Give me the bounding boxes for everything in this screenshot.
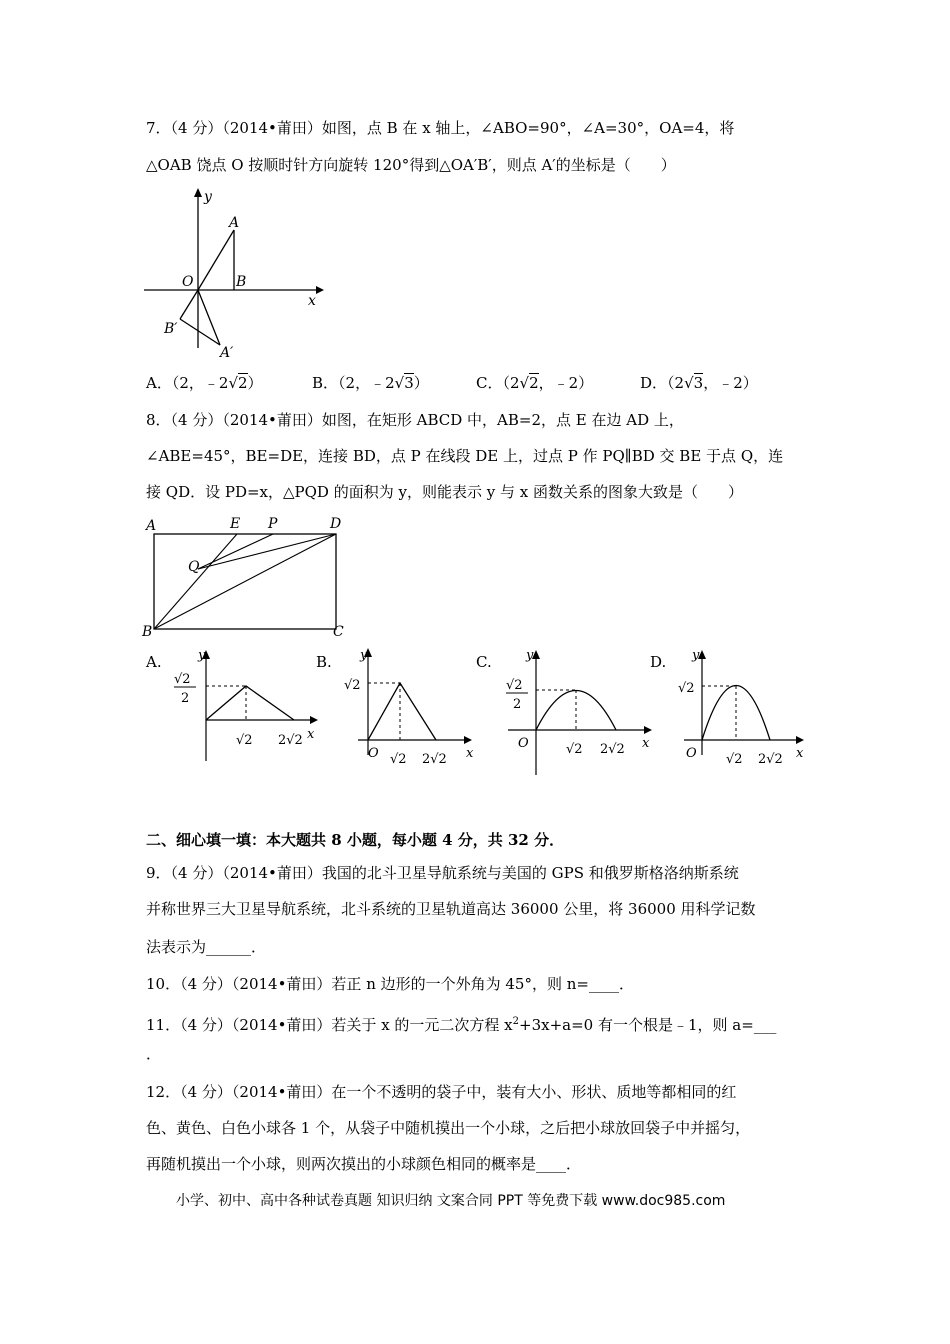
svg-text:√2: √2 [344,678,361,693]
svg-text:2: 2 [513,697,522,712]
q8-label-Q: Q [188,559,200,575]
svg-text:O: O [686,746,697,761]
q8-option-a-letter: A. [146,653,162,671]
svg-text:√2: √2 [566,742,583,757]
option-letter: A． [146,374,172,392]
q8-line1: 8．（4 分）（2014•莆田）如图，在矩形 ABCD 中，AB=2，点 E 在边 AD 上， [146,411,684,429]
section-heading: 二、细心填一填：本大题共 8 小题，每小题 4 分，共 32 分． [146,831,565,849]
q9-line3: 法表示为______． [146,938,267,956]
svg-text:2√2: 2√2 [600,742,625,757]
q7-option-a: A．（2，﹣2√2） [146,374,263,392]
svg-text:x: x [642,736,650,751]
svg-text:y: y [198,648,206,663]
q8-rectangle-figure [140,512,360,642]
q8-line2: ∠ABE=45°，BE=DE，连接 BD，点 P 在线段 DE 上，过点 P 作 PQ∥BD 交 BE 于点 Q，连 [146,447,784,465]
q8-label-B: B [142,624,153,640]
svg-text:y: y [692,648,700,663]
q10-line1: 10．（4 分）（2014•莆田）若正 n 边形的一个外角为 45°，则 n=____． [146,975,634,993]
q8-label-P: P [268,516,278,532]
q8-label-C: C [333,624,344,640]
svg-text:O: O [368,746,379,761]
sqrt-icon: √ [394,374,405,392]
svg-text:x: x [307,727,315,742]
option-letter: C． [476,374,503,392]
q8-graph-b [340,645,500,770]
q8-label-E: E [230,516,241,532]
svg-text:y: y [526,648,534,663]
svg-text:√2: √2 [174,672,191,687]
option-letter: B． [312,374,339,392]
q12-line3: 再随机摸出一个小球，则两次摸出的小球颜色相同的概率是____． [146,1155,582,1173]
q7-label-Ap: A′ [220,345,234,361]
sqrt-icon: √ [519,374,530,392]
q8-option-d-letter: D. [650,653,667,671]
q8-graph-c [500,645,670,780]
q7-label-Bp: B′ [164,321,178,337]
q7-label-A: A [229,215,240,231]
svg-text:√2: √2 [390,752,407,767]
q11-line1: 11．（4 分）（2014•莆田）若关于 x 的一元二次方程 $x^2+3x+a=0$ 有一个根是﹣1，则 a=___ [146,1016,777,1034]
svg-text:√2: √2 [506,678,523,693]
svg-text:x: x [796,746,804,761]
svg-text:y: y [360,648,368,663]
sqrt-icon: √ [228,374,238,392]
q8-label-A: A [146,518,157,534]
q7-figure [140,185,340,375]
svg-text:x: x [466,746,474,761]
q7-label-O: O [182,274,194,290]
option-letter: D． [640,374,668,392]
q7-label-x: x [308,293,316,309]
q8-option-c-letter: C. [476,653,492,671]
svg-text:2: 2 [181,691,190,706]
q8-graph-a [170,645,330,765]
sqrt-icon: √ [684,374,694,392]
svg-text:√2: √2 [678,681,695,696]
q7-label-y: y [204,189,212,205]
q9-line1: 9．（4 分）（2014•莆田）我国的北斗卫星导航系统与美国的 GPS 和俄罗斯格洛纳斯系统 [146,864,739,882]
svg-text:√2: √2 [726,752,743,767]
q12-line1: 12．（4 分）（2014•莆田）在一个不透明的袋子中，装有大小、形状、质地等都相同的红 [146,1083,737,1101]
svg-text:2√2: 2√2 [422,752,447,767]
q7-line2: △OAB 饶点 O 按顺时针方向旋转 120°得到△OA′B′，则点 A′的坐标是（ ） [146,156,676,174]
q7-option-c: C．（2√2，﹣2） [476,374,594,392]
svg-text:2√2: 2√2 [278,733,303,748]
q12-line2: 色、黄色、白色小球各 1 个，从袋子中随机摸出一个小球，之后把小球放回袋子中并摇匀， [146,1119,751,1137]
page-footer: 小学、初中、高中各种试卷真题 知识归纳 文案合同 PPT 等免费下载 www.doc985.com [176,1193,726,1209]
q7-option-d: D．（2√3，﹣2） [640,374,758,392]
svg-text:√2: √2 [236,733,253,748]
q11-line2: ． [146,1045,162,1063]
svg-text:2√2: 2√2 [758,752,783,767]
q8-graph-d [672,645,832,770]
q7-label-B: B [236,274,247,290]
svg-text:O: O [518,736,529,751]
q8-option-b-letter: B. [316,653,332,671]
q9-line2: 并称世界三大卫星导航系统，北斗系统的卫星轨道高达 36000 公里，将 36000 用科学记数 [146,900,756,918]
q8-label-D: D [330,516,342,532]
q8-line3: 接 QD．设 PD=x，△PQD 的面积为 y，则能表示 y 与 x 函数关系的图象大致是（ ） [146,483,743,501]
q7-option-b: B．（2，﹣2√3） [312,374,429,392]
q7-line1: 7．（4 分）（2014•莆田）如图，点 B 在 x 轴上，∠ABO=90°，∠A=30°，OA=4，将 [146,119,735,137]
